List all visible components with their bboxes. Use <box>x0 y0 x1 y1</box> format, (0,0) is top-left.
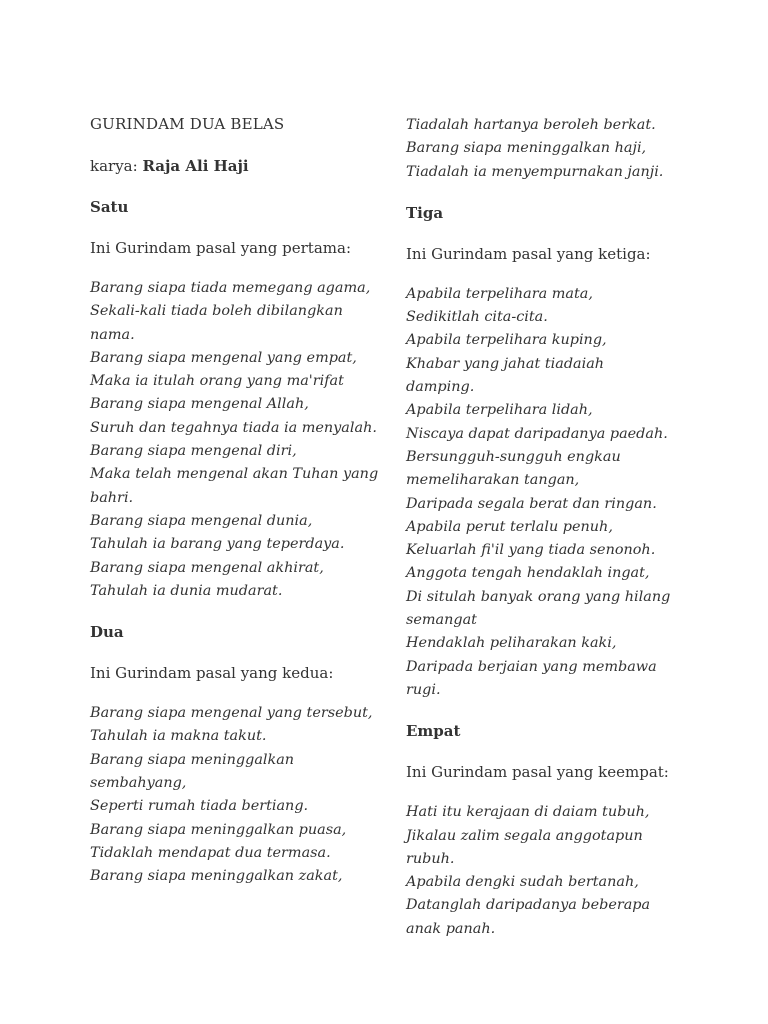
verse-line: Bersungguh-sungguh engkau memeliharakan tangan, <box>406 448 621 489</box>
verse-dua-continued <box>406 114 676 184</box>
verse-line: Barang siapa mengenal akhirat, <box>90 559 324 576</box>
right-column <box>406 114 676 958</box>
verse-line: Apabila terpelihara kuping, <box>406 332 607 349</box>
verse-line: Barang siapa mengenal diri, <box>90 443 297 460</box>
verse-line: Barang siapa meninggalkan zakat, <box>90 868 343 885</box>
left-column <box>90 112 380 906</box>
verse-line: Niscaya dapat daripadanya paedah. <box>406 425 668 442</box>
verse-line: Sedikitlah cita-cita. <box>406 309 548 326</box>
verse-dua <box>90 702 380 888</box>
verse-line: Hendaklah peliharakan kaki, <box>406 635 617 652</box>
verse-empat <box>406 801 676 941</box>
verse-line: Tidaklah mendapat dua termasa. <box>90 844 331 861</box>
verse-line: Apabila terpelihara lidah, <box>406 402 593 419</box>
section-heading-empat: Empat <box>406 722 461 741</box>
verse-line: Khabar yang jahat tiadaiah damping. <box>406 355 605 396</box>
poem-title: GURINDAM DUA BELAS <box>90 115 285 133</box>
verse-line: Tiadalah hartanya beroleh berkat. <box>406 117 656 133</box>
verse-line: Barang siapa mengenal yang tersebut, <box>90 705 373 722</box>
verse-line: Hati itu kerajaan di daiam tubuh, <box>406 804 650 821</box>
verse-line: Tahulah ia barang yang teperdaya. <box>90 536 345 553</box>
author-line <box>90 154 380 178</box>
verse-tiga <box>406 283 676 702</box>
verse-line: Apabila dengki sudah bertanah, <box>406 874 639 891</box>
author-name: Raja Ali Haji <box>142 157 249 175</box>
verse-line: Barang siapa tiada memegang agama, <box>90 280 371 296</box>
verse-line: Anggota tengah hendaklah ingat, <box>406 565 650 582</box>
section-heading-satu: Satu <box>90 198 129 216</box>
verse-line: Barang siapa meninggalkan sembahyang, <box>90 751 295 792</box>
verse-line: Barang siapa meninggalkan haji, <box>406 140 647 157</box>
author-prefix: karya: <box>90 157 143 175</box>
section-heading-dua: Dua <box>90 623 124 642</box>
section-intro-empat: Ini Gurindam pasal yang keempat: <box>406 763 669 782</box>
verse-line: Barang siapa mengenal yang empat, <box>90 349 357 366</box>
section-intro-dua: Ini Gurindam pasal yang kedua: <box>90 664 334 683</box>
verse-line: Maka ia itulah orang yang ma'rifat <box>90 373 344 390</box>
verse-line: Apabila terpelihara mata, <box>406 285 593 302</box>
section-intro-tiga: Ini Gurindam pasal yang ketiga: <box>406 244 651 263</box>
verse-line: Daripada berjaian yang membawa rugi. <box>406 658 657 698</box>
verse-line: Daripada segala berat dan ringan. <box>406 495 657 512</box>
verse-line: Datanglah daripadanya beberapa anak panah. <box>406 897 651 937</box>
verse-line: Barang siapa mengenal dunia, <box>90 512 313 529</box>
verse-line: Apabila perut terlalu penuh, <box>406 518 613 535</box>
verse-line: Barang siapa meninggalkan puasa, <box>90 821 347 838</box>
verse-line: Tahulah ia dunia mudarat. <box>90 582 283 599</box>
verse-line: Maka telah mengenal akan Tuhan yang bahri. <box>90 466 379 506</box>
verse-line: Barang siapa mengenal Allah, <box>90 396 309 413</box>
verse-line: Sekali-kali tiada boleh dibilangkan nama. <box>90 303 343 343</box>
verse-satu <box>90 277 380 603</box>
verse-line: Seperti rumah tiada bertiang. <box>90 798 309 815</box>
verse-line: Tahulah ia makna takut. <box>90 728 267 745</box>
verse-line: Keluarlah fi'il yang tiada senonoh. <box>406 542 656 559</box>
verse-line: Suruh dan tegahnya tiada ia menyalah. <box>90 419 377 436</box>
section-intro-satu: Ini Gurindam pasal yang pertama: <box>90 239 351 257</box>
section-heading-tiga: Tiga <box>406 203 444 222</box>
verse-line: Jikalau zalim segala anggotapun rubuh. <box>406 827 643 867</box>
verse-line: Tiadalah ia menyempurnakan janji. <box>406 163 664 180</box>
verse-line: Di situlah banyak orang yang hilang semangat <box>406 588 671 629</box>
